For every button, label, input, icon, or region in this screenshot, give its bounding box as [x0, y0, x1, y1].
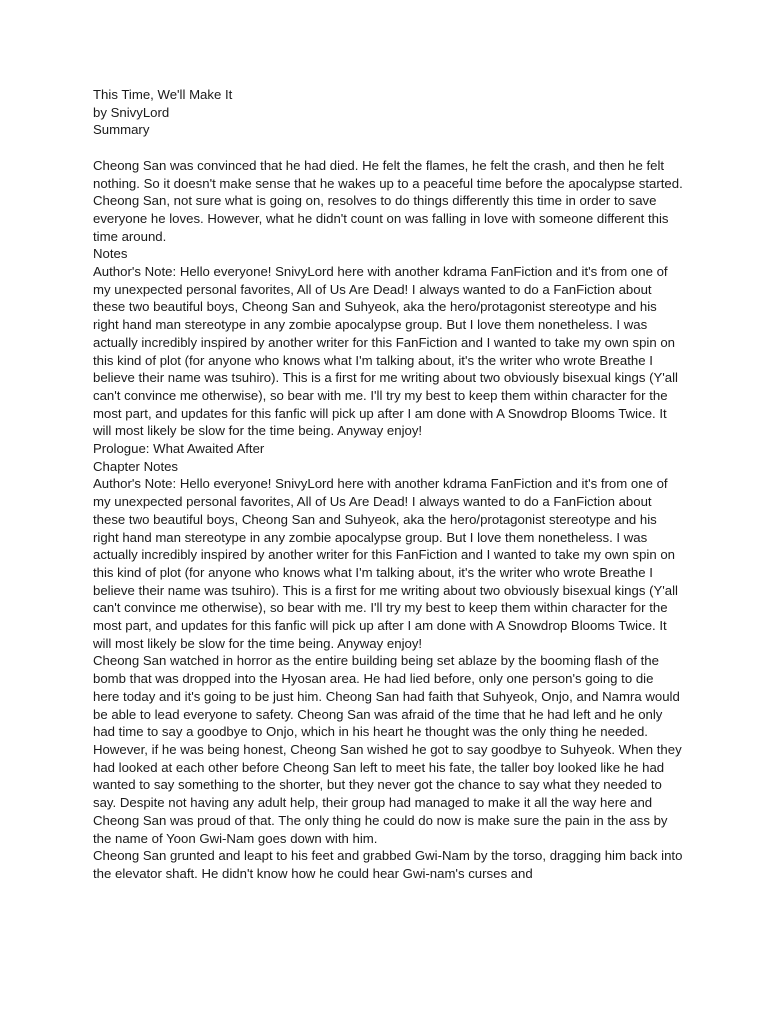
story-title: This Time, We'll Make It — [93, 87, 233, 102]
authors-note: Author's Note: Hello everyone! SnivyLord here with another kdrama FanFiction and it's from one of my unexpected personal favorites, All of Us Are Dead! I always wanted to do a FanFiction about these two beautiful boys, Cheong San and Suhyeok, aka the hero/protagonist stereotype and his right hand man stereotype in any zombie apocalypse group. But I love them nonetheless. I was actually incredibly inspired by another writer for this FanFiction and I wanted to take my own spin on this kind of plot (for anyone who knows what I'm talking about, it's the writer who wrote Breathe I believe their name was tsuhiro). This is a first for me writing about two obviously bisexual kings (Y'all can't convince me otherwise), so bear with me. I'll try my best to keep them within character for the most part, and updates for this fanfic will pick up after I am done with A Snowdrop Blooms Twice. It will most likely be slow for the time being. Anyway enjoy! — [93, 264, 678, 439]
summary-heading: Summary — [93, 122, 150, 138]
chapter-title: Prologue: What Awaited After — [93, 441, 265, 457]
chapter-notes-heading: Chapter Notes — [93, 458, 179, 474]
document-page — [93, 86, 683, 883]
summary-text: Cheong San was convinced that he had died. He felt the flames, he felt the crash, and then he felt nothing. So it doesn't make sense that he wakes up to a peaceful time before the apocalypse started. Cheong San, not sure what is going on, resolves to do things differently this time in order to save everyone he loves. However, what he didn't count on was falling in love with someone different this time around. — [93, 157, 683, 244]
notes-heading: Notes — [93, 246, 128, 262]
blank-line — [93, 139, 683, 157]
story-paragraph: Cheong San grunted and leapt to his feet and grabbed Gwi-Nam by the torso, dragging him back into the elevator shaft. He didn't know how he could hear Gwi-nam's curses and — [93, 848, 683, 881]
story-author: by SnivyLord — [93, 104, 170, 120]
story-paragraph: Cheong San watched in horror as the entire building being set ablaze by the booming flash of the bomb that was dropped into the Hyosan area. He had lied before, only one person's going to die here today and it's going to be just him. Cheong San had faith that Suhyeok, Onjo, and Namra would be able to lead everyone to safety. Cheong San was afraid of the time that he had left and he only had time to say a goodbye to Onjo, which in his heart he thought was the only thing he needed. However, if he was being honest, Cheong San wished he got to say goodbye to Suhyeok. When they had looked at each other before Cheong San left to meet his fate, the taller boy looked like he had wanted to say something to the shorter, but they never got the chance to say what they needed to say. Despite not having any adult help, their group had managed to make it all the way here and Cheong San was proud of that. The only thing he could do now is make sure the pain in the ass by the name of Yoon Gwi-Nam goes down with him. — [93, 653, 682, 846]
chapter-authors-note: Author's Note: Hello everyone! SnivyLord here with another kdrama FanFiction and it's from one of my unexpected personal favorites, All of Us Are Dead! I always wanted to do a FanFiction about these two beautiful boys, Cheong San and Suhyeok, aka the hero/protagonist stereotype and his right hand man stereotype in any zombie apocalypse group. But I love them nonetheless. I was actually incredibly inspired by another writer for this FanFiction and I wanted to take my own spin on this kind of plot (for anyone who knows what I'm talking about, it's the writer who wrote Breathe I believe their name was tsuhiro). This is a first for me writing about two obviously bisexual kings (Y'all can't convince me otherwise), so bear with me. I'll try my best to keep them within character for the most part, and updates for this fanfic will pick up after I am done with A Snowdrop Blooms Twice. It will most likely be slow for the time being. Anyway enjoy! — [93, 476, 678, 651]
